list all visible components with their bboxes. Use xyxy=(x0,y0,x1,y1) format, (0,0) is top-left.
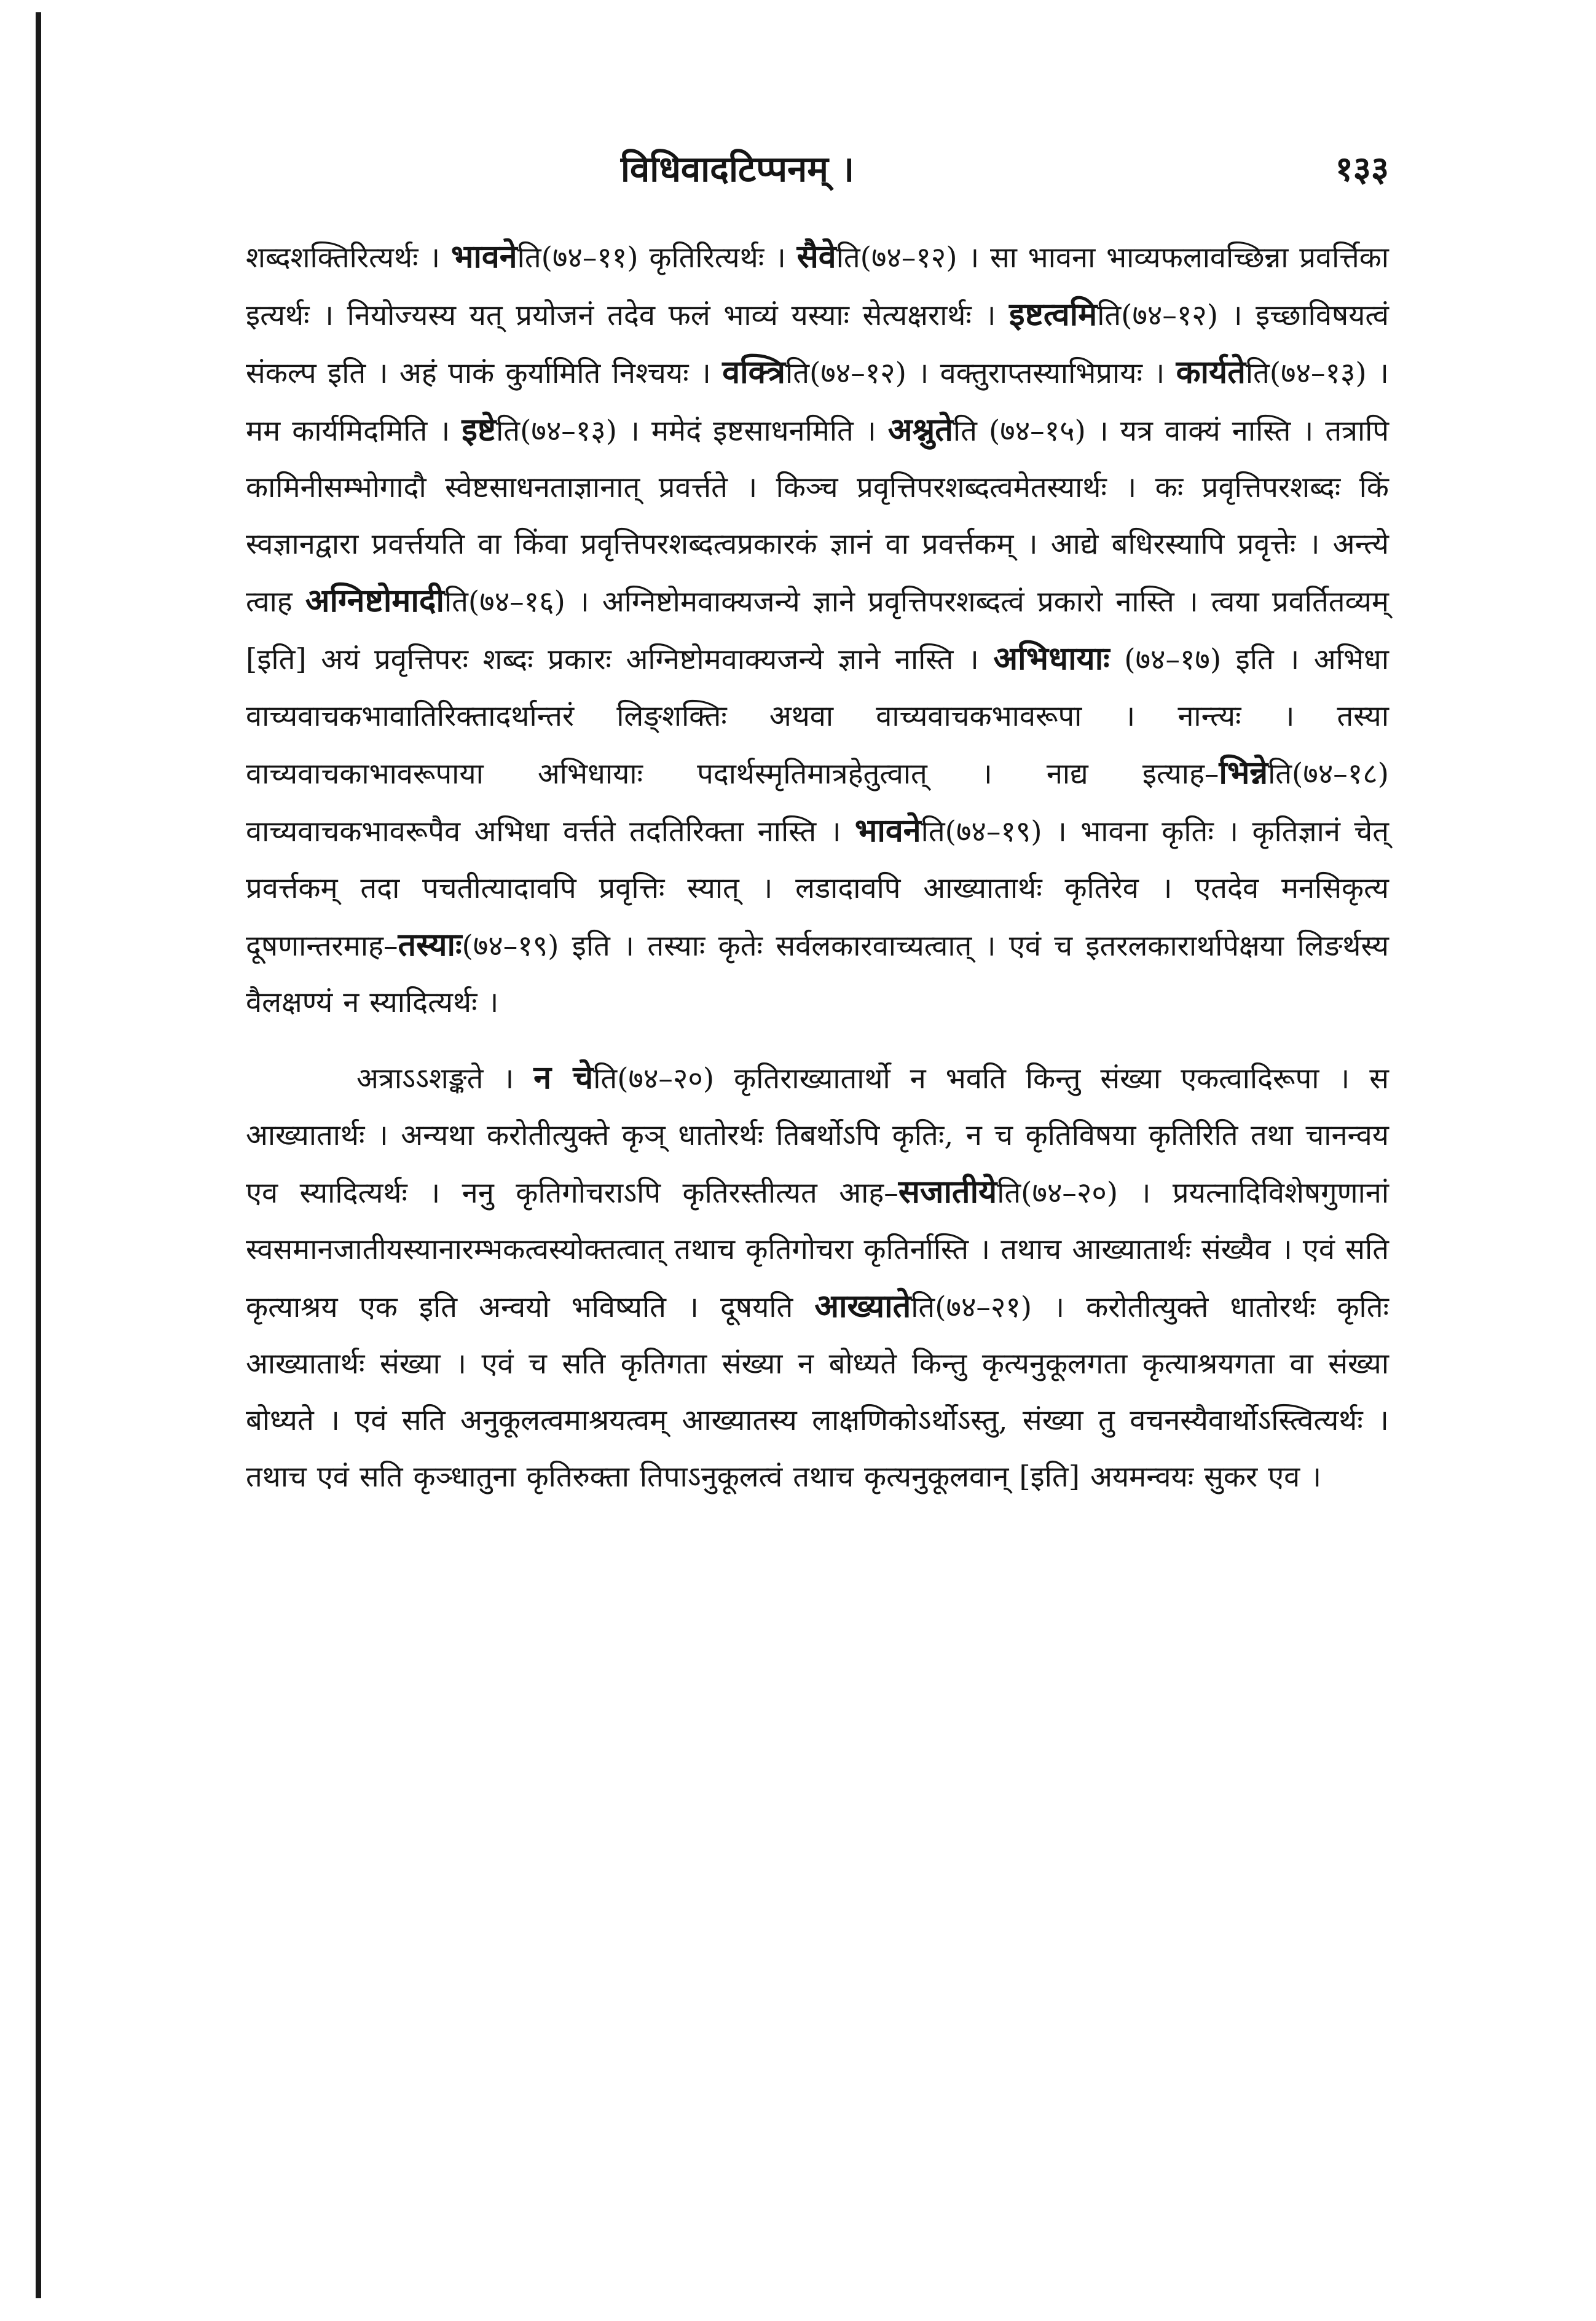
document-page xyxy=(246,141,1389,1506)
lemma-keyword: भावने xyxy=(450,238,517,275)
page-header xyxy=(246,141,1389,197)
lemma-keyword: न चे xyxy=(533,1059,594,1096)
commentary-text: (७४–१९) इति । तस्याः कृतेः सर्वलकारवाच्यत्वात् । एवं च इतरलकारार्थापेक्षया लिङर्थस्य वैलक्षण्यं न स्यादित्यर्थः । xyxy=(246,929,1389,1019)
lemma-keyword: सजातीये xyxy=(898,1173,997,1211)
lemma-keyword: भिन्ने xyxy=(1219,754,1268,791)
commentary-text: ति(७४–१९) । भावना कृतिः । कृतिज्ञानं चेत् प्रवर्त्तकम् तदा पचतीत्यादावपि प्रवृत्तिः स्यात् । लडादावपि आख्यातार्थः कृतिरेव । एतदेव मनसिकृत्य दूषणान्तरमाह– xyxy=(246,815,1389,963)
lemma-keyword: इष्टे xyxy=(462,411,497,449)
commentary-paragraph xyxy=(246,1050,1389,1506)
commentary-text: अत्राऽऽशङ्कते । xyxy=(356,1062,534,1096)
commentary-text: ति(७४–१८) वाच्यवाचकभावरूपैव अभिधा वर्त्तते तदतिरिक्ता नास्ति । xyxy=(246,757,1389,849)
lemma-keyword: तस्याः xyxy=(398,926,462,964)
lemma-keyword: अग्निष्टोमादी xyxy=(305,582,444,619)
commentary-text: ति(७४–२०) । प्रयत्नादिविशेषगुणानां स्वसमानजातीयस्यानारम्भकत्वस्योक्तत्वात् तथाच कृतिगोचरा कृतिर्नास्ति । तथाच आख्यातार्थः संख्यैव । एवं सति कृत्याश्रय एक इति अन्वयो भविष्यति । दूषयति xyxy=(246,1176,1389,1324)
commentary-text: ति(७४–११) कृतिरित्यर्थः । xyxy=(517,241,797,275)
commentary-text: ति(७४–१२) । सा भावना भाव्यफलावच्छिन्ना प्रवर्त्तिका इत्यर्थः । नियोज्यस्य यत् प्रयोजनं तदेव फलं भाव्यं यस्याः सेत्यक्षरार्थः । xyxy=(246,241,1389,332)
page-number: १३३ xyxy=(1335,149,1389,189)
lemma-keyword: भावने xyxy=(854,812,921,849)
lemma-keyword: आख्याते xyxy=(814,1287,911,1325)
lemma-keyword: अश्नुते xyxy=(887,411,953,449)
commentary-text: शब्दशक्तिरित्यर्थः । xyxy=(246,241,451,275)
commentary-text: ति(७४–२१) । करोतीत्युक्ते धातोरर्थः कृतिः आख्यातार्थः संख्या । एवं च सति कृतिगता संख्या न बोध्यते किन्तु कृत्यनुकूलगता कृत्याश्रयगता वा संख्या बोध्यते । एवं सति अनुकूलत्वमाश्रयत्वम् आख्यातस्य लाक्षणिकोऽर्थोऽस्तु, संख्या तु वचनस्यैवार्थोऽस्त्वित्यर्थः । तथाच एवं सति कृञ्धातुना कृतिरुक्ता तिपाऽनुकूलत्वं तथाच कृत्यनुकूलवान् [इति] अयमन्वयः सुकर एव । xyxy=(246,1290,1389,1494)
commentary-paragraph xyxy=(246,229,1389,1031)
running-title: विधिवादटिप्पनम् । xyxy=(620,148,855,190)
commentary-text: ति(७४–१२) । वक्तुराप्तस्याभिप्रायः । xyxy=(785,356,1176,390)
lemma-keyword: सैवे xyxy=(796,238,836,275)
commentary-text: ति(७४–१६) । अग्निष्टोमवाक्यजन्ये ज्ञाने प्रवृत्तिपरशब्दत्वं प्रकारो नास्ति । त्वया प्रवर्तितव्यम् [इति] अयं प्रवृत्तिपरः शब्दः प्रकारः अग्निष्टोमवाक्यजन्ये ज्ञाने नास्ति । xyxy=(246,585,1389,677)
commentary-text: ति(७४–१३) । ममेदं इष्टसाधनमिति । xyxy=(496,414,888,448)
lemma-keyword: इष्टत्वमि xyxy=(1009,296,1098,333)
commentary-text: ति(७४–१२) । इच्छाविषयत्वं संकल्प इति । अहं पाकं कुर्यामिति निश्चयः । xyxy=(246,299,1389,390)
commentary-text: ति (७४–१५) । यत्र वाक्यं नास्ति । तत्रापि कामिनीसम्भोगादौ स्वेष्टसाधनताज्ञानात् प्रवर्त्तते । किञ्च प्रवृत्तिपरशब्दत्वमेतस्यार्थः । कः प्रवृत्तिपरशब्दः किं स्वज्ञानद्वारा प्रवर्त्तयति वा किंवा प्रवृत्तिपरशब्दत्वप्रकारकं ज्ञानं वा प्रवर्त्तकम् । आद्ये बधिरस्यापि प्रवृत्तेः । अन्त्ये त्वाह xyxy=(246,414,1390,619)
page-margin-rule xyxy=(36,12,41,2298)
lemma-keyword: वक्त्रि xyxy=(722,353,786,391)
commentary-text: (७४–१७) इति । अभिधा वाच्यवाचकभावातिरिक्तादर्थान्तरं लिङ्शक्तिः अथवा वाच्यवाचकभावरूपा । नान्त्यः । तस्या वाच्यवाचकाभावरूपाया अभिधायाः पदार्थस्मृतिमात्रहेतुत्वात् । नाद्य इत्याह– xyxy=(246,643,1389,791)
lemma-keyword: अभिधायाः xyxy=(993,640,1110,677)
commentary-text: ति(७४–२०) कृतिराख्यातार्थो न भवति किन्तु संख्या एकत्वादिरूपा । स आख्यातार्थः । अन्यथा करोतीत्युक्ते कृञ् धातोरर्थः तिबर्थोऽपि कृतिः, न च कृतिविषया कृतिरिति तथा चानन्वय एव स्यादित्यर्थः । ननु कृतिगोचराऽपि कृतिरस्तीत्यत आह– xyxy=(246,1062,1389,1210)
lemma-keyword: कार्यते xyxy=(1176,353,1246,391)
commentary-text: ति(७४–१३) । मम कार्यमिदमिति । xyxy=(246,356,1389,448)
